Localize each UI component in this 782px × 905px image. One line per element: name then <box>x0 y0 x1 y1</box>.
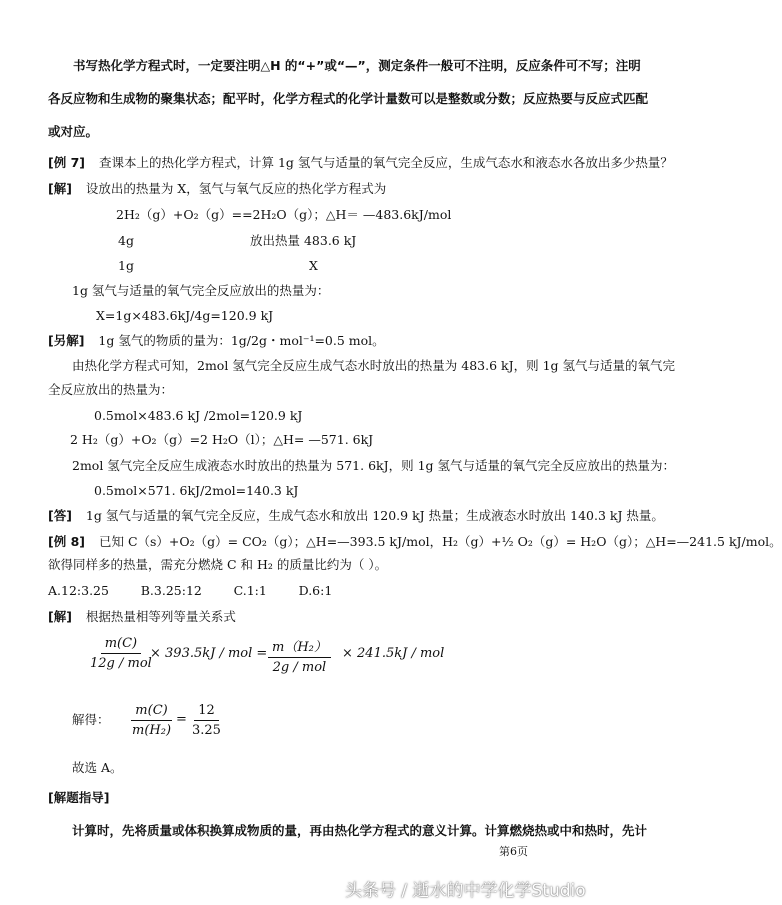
answer-7 <box>48 508 664 524</box>
solution-7-row2-left: 4g <box>118 233 134 248</box>
fraction-denominator: 3.25 <box>192 723 221 738</box>
watermark: 头条号 / 逝水的中学化学Studio <box>345 881 586 901</box>
example-8-line-2: 欲得同样多的热量，需充分燃烧 C 和 H₂ 的质量比约为（ ）。 <box>48 557 388 572</box>
solution-7-intro <box>48 181 386 197</box>
fraction-mh2-over-2 <box>268 636 331 675</box>
alt-solution-equation-2: 2 H₂（g）+O₂（g）=2 H₂O（l）；△H= —571. 6kJ <box>70 432 374 447</box>
fraction-numerator: 12 <box>194 703 219 721</box>
example-8 <box>48 534 782 550</box>
alt-solution-line-3: 全反应放出的热量为： <box>48 382 174 397</box>
example-8-line-1: 已知 C（s）+O₂（g）= CO₂（g）；△H=—393.5 kJ/mol，H₂（g）+½ O₂（g）= H₂O（g）；△H=—241.5 kJ/mol。 <box>98 534 782 549</box>
intro-line-2: 各反应物和生成物的聚集状态；配平时，化学方程式的化学计量数可以是整数或分数；反应热要与反应式匹配 <box>48 91 649 106</box>
conclusion: 故选 A。 <box>72 760 123 775</box>
alt-solution-line-1: 1g 氢气的物质的量为：1g/2g・mol⁻¹=0.5 mol。 <box>98 333 385 348</box>
solution-8-line-1: 根据热量相等列等量关系式 <box>85 609 236 624</box>
guide-heading: [解题指导] <box>48 790 110 805</box>
fraction-denominator: 2g / mol <box>272 660 327 675</box>
equals-sign: = <box>176 712 187 727</box>
fraction-mc-over-mh2 <box>128 703 175 738</box>
fraction-denominator: m(H₂) <box>132 723 172 738</box>
solution-8-tag: [解] <box>48 609 72 624</box>
guide-text: 计算时，先将质量或体积换算成物质的量，再由热化学方程式的意义计算。计算燃烧热或中和热时，先计 <box>72 823 648 838</box>
alt-solution-line-4: 2mol 氢气完全反应生成液态水时放出的热量为 571. 6kJ，则 1g 氢气与适量的氧气完全反应放出的热量为： <box>72 458 676 473</box>
example-7 <box>48 155 673 171</box>
alt-solution-intro <box>48 333 385 349</box>
solution-8-intro <box>48 609 236 625</box>
alt-solution-calc-2: 0.5mol×571. 6kJ/2mol=140.3 kJ <box>94 483 299 498</box>
solve-label: 解得： <box>72 712 110 727</box>
fraction-denominator: 12g / mol <box>90 656 152 671</box>
equation-middle-1: × 393.5kJ / mol = <box>150 646 268 661</box>
fraction-numerator: m(C) <box>131 703 171 721</box>
example-7-question: 查课本上的热化学方程式，计算 1g 氢气与适量的氧气完全反应，生成气态水和液态水各放出多少热量？ <box>98 155 673 170</box>
fraction-12-over-3-25 <box>188 703 225 738</box>
solution-7-row3-left: 1g <box>118 258 134 273</box>
example-8-options: A.12:3.25 B.3.25:12 C.1:1 D.6:1 <box>48 583 333 598</box>
equation-middle-2: × 241.5kJ / mol <box>342 646 445 661</box>
intro-line-3: 或对应。 <box>48 124 99 139</box>
alt-solution-calc-1: 0.5mol×483.6 kJ /2mol=120.9 kJ <box>94 408 303 423</box>
solution-7-tag: [解] <box>48 181 72 196</box>
solution-7-row2-right: 放出热量 483.6 kJ <box>250 233 357 248</box>
alt-solution-line-2: 由热化学方程式可知，2mol 氢气完全反应生成气态水时放出的热量为 483.6 kJ，则 1g 氢气与适量的氧气完 <box>72 358 676 373</box>
intro-line-1: 书写热化学方程式时，一定要注明△H 的“+”或“—”，测定条件一般可不注明，反应条件可不写；注明 <box>73 58 641 73</box>
solution-7-line-1: 设放出的热量为 X，氢气与氧气反应的热化学方程式为 <box>85 181 387 196</box>
solution-7-row3-right: X <box>309 258 318 273</box>
fraction-numerator: m（H₂） <box>268 636 331 658</box>
solution-7-equation: 2H₂（g）+O₂（g）==2H₂O（g）；△H＝ —483.6kJ/mol <box>116 207 452 222</box>
answer-7-tag: [答] <box>48 508 72 523</box>
fraction-numerator: m(C) <box>101 636 141 654</box>
example-8-tag: [例 8] <box>48 534 85 549</box>
page-number: 第6页 <box>499 845 528 858</box>
fraction-mc-over-12 <box>86 636 156 671</box>
example-7-tag: [例 7] <box>48 155 85 170</box>
answer-7-text: 1g 氢气与适量的氧气完全反应，生成气态水和放出 120.9 kJ 热量；生成液态水时放出 140.3 kJ 热量。 <box>85 508 664 523</box>
solution-7-result-intro: 1g 氢气与适量的氧气完全反应放出的热量为： <box>72 283 330 298</box>
solution-7-calc: X=1g×483.6kJ/4g=120.9 kJ <box>96 308 274 323</box>
alt-solution-tag: [另解] <box>48 333 85 348</box>
